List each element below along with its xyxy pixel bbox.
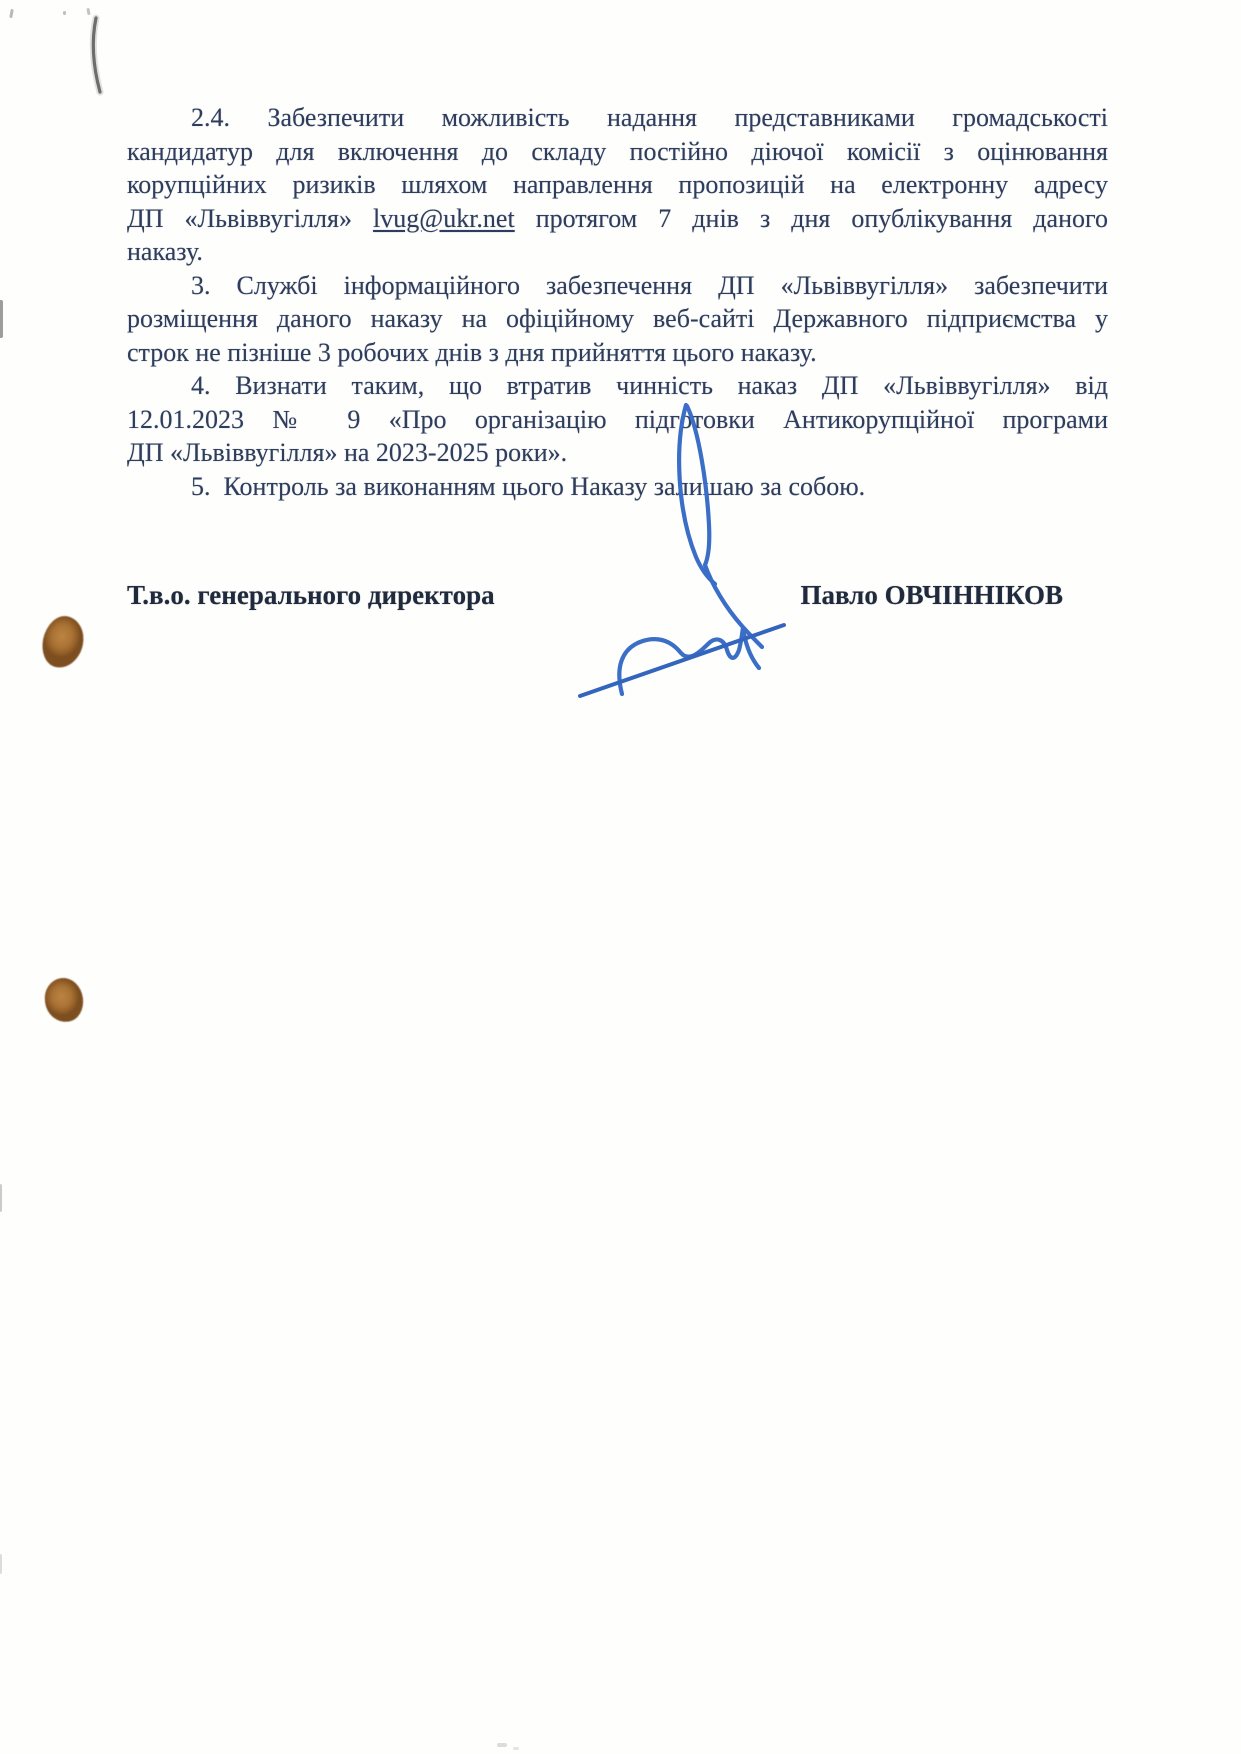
item-3 xyxy=(127,269,1108,370)
text-line xyxy=(127,302,1108,336)
stain-spot xyxy=(38,612,88,671)
signoff-person-name: Павло ОВЧІННІКОВ xyxy=(800,580,1063,610)
handwritten-signature xyxy=(510,395,800,715)
scan-edge-mark xyxy=(0,300,3,338)
scan-speck xyxy=(513,1747,519,1750)
text-segment: корупційних ризиків шляхом направлення пропозицій на електронну адресу xyxy=(127,170,1108,199)
text-segment: 3. Службі інформаційного забезпечення ДП «Львіввугілля» забезпечити xyxy=(191,270,1108,300)
text-segment: ДП «Львіввугілля» на 2023-2025 роки». xyxy=(127,438,568,467)
text-segment: 2.4. Забезпечити можливість надання представниками громадськості xyxy=(191,103,1108,132)
text-line xyxy=(127,135,1108,169)
text-segment: наказу. xyxy=(127,237,203,266)
text-line xyxy=(127,269,1108,303)
text-segment: 5. Контроль за виконанням цього Наказу залишаю за собою. xyxy=(191,471,866,501)
scan-speck xyxy=(63,11,66,15)
scan-edge-mark xyxy=(0,1184,2,1212)
text-segment: розміщення даного наказу на офіційному веб-сайті Державного підприємства у xyxy=(127,304,1108,333)
signoff-position-title: Т.в.о. генерального директора xyxy=(127,580,495,610)
scan-artifact-streak xyxy=(86,14,110,98)
text-segment: 4. Визнати таким, що втратив чинність наказ ДП «Львіввугілля» від xyxy=(191,371,1108,400)
email-text: lvug@ukr.net xyxy=(373,203,515,233)
text-line xyxy=(127,168,1108,202)
text-line xyxy=(127,235,1108,269)
stain-spot xyxy=(42,976,86,1025)
text-segment: кандидатур для включення до складу постійно діючої комісії з оцінювання xyxy=(127,136,1108,166)
text-line xyxy=(127,101,1108,135)
text-segment: ДП «Львіввугілля» xyxy=(127,203,374,233)
item-2-4 xyxy=(127,101,1108,269)
scan-speck xyxy=(9,9,14,18)
scan-speck xyxy=(497,1743,507,1747)
text-line xyxy=(127,202,1108,236)
text-segment: 12.01.2023 № 9 «Про організацію підготовки Антикорупційної програми xyxy=(127,404,1108,434)
text-segment: протягом 7 днів з дня опублікування даного xyxy=(514,203,1108,233)
text-segment: строк не пізніше 3 робочих днів з дня прийняття цього наказу. xyxy=(127,337,817,367)
scan-edge-mark xyxy=(0,1554,2,1574)
text-line xyxy=(127,336,1108,370)
